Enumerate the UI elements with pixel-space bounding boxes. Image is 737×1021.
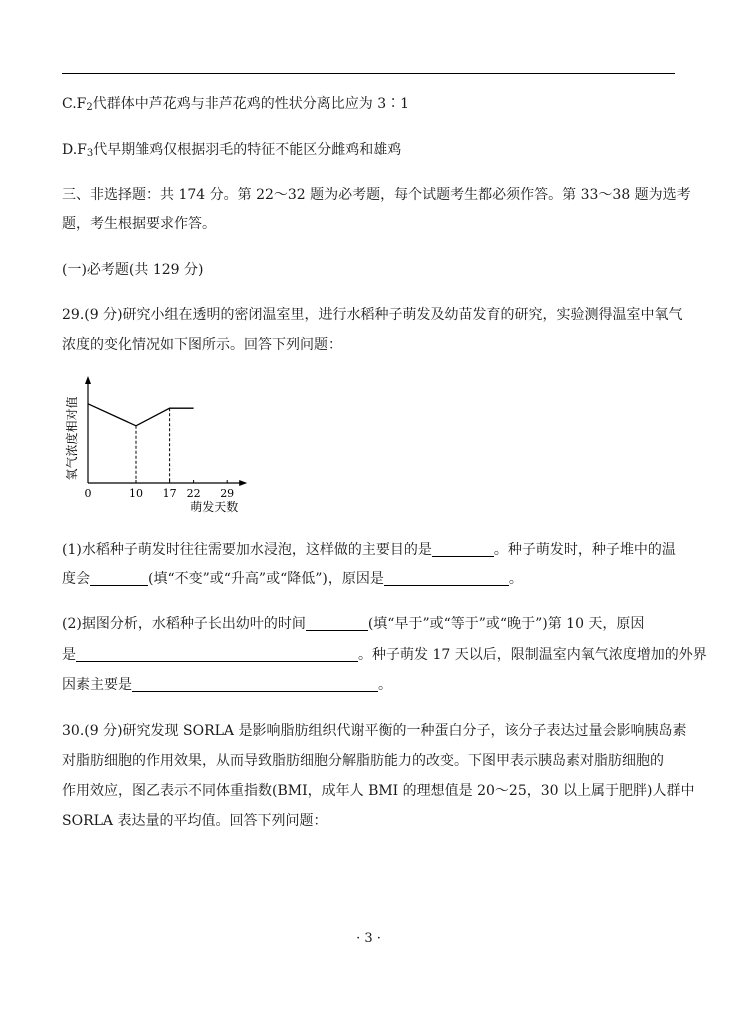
oxygen-chart (62, 374, 262, 524)
q30-stem-line-1: 30.(9 分)研究发现 SORLA 是影响脂肪组织代谢平衡的一种蛋白分子，该分子表达过量会影响胰岛素 (62, 723, 687, 739)
q30-stem-line-3: 作用效应，图乙表示不同体重指数(BMI，成年人 BMI 的理想值是 20～25，30 以上属于肥胖)人群中 (62, 783, 695, 799)
subsection-title: (一)必考题(共 129 分) (62, 262, 204, 278)
answer-blank[interactable] (90, 571, 148, 586)
x-axis-arrow (239, 480, 247, 486)
answer-blank[interactable] (132, 677, 378, 692)
answer-blank[interactable] (432, 542, 494, 557)
section-3-line-1: 三、非选择题：共 174 分。第 22～32 题为必考题，每个试题考生都必须作答。第 33～38 题为选考 (62, 187, 691, 203)
x-tick-label: 10 (129, 487, 143, 500)
x-axis-label: 萌发天数 (190, 500, 239, 514)
option-d: $D.F_3$代早期雏鸡仅根据羽毛的特征不能区分雌鸡和雄鸡 (62, 142, 402, 159)
header-rule (62, 73, 675, 74)
q29-part2-line-2: 是 。种子萌发 17 天以后，限制温室内氧气浓度增加的外界 (62, 647, 707, 663)
q30-stem-line-4: SORLA 表达量的平均值。回答下列问题： (62, 813, 328, 829)
x-tick-label: 17 (162, 487, 177, 500)
x-tick-label: 22 (186, 487, 201, 500)
x-tick-label: 29 (220, 487, 235, 500)
answer-blank[interactable] (76, 647, 358, 662)
q29-part2-line-3: 因素主要是 。 (62, 677, 392, 693)
answer-blank[interactable] (306, 616, 368, 631)
q30-stem-line-2: 对脂肪细胞的作用效果，从而导致脂肪细胞分解脂肪能力的改变。下图甲表示胰岛素对脂肪细胞的 (62, 753, 664, 769)
answer-blank[interactable] (384, 571, 509, 586)
q29-part1-line-2: 度会 (填“不变”或“升高”或“降低”)，原因是 。 (62, 571, 523, 587)
section-3-line-2: 题，考生根据要求作答。 (62, 216, 216, 232)
y-axis-label: 氧气浓度相对值 (65, 396, 79, 481)
series-line (88, 404, 194, 426)
y-axis-arrow (85, 376, 91, 384)
page-number: · 3 · (356, 931, 381, 946)
q29-part2-line-1: (2)据图分析，水稻种子长出幼叶的时间 (填“早于”或“等于”或“晚于”)第 10 天，原因 (62, 616, 645, 632)
q29-stem-line-1: 29.(9 分)研究小组在透明的密闭温室里，进行水稻种子萌发及幼苗发育的研究，实验测得温室中氧气 (62, 307, 683, 323)
q29-part1-line-1: (1)水稻种子萌发时往往需要加水浸泡，这样做的主要目的是 。种子萌发时，种子堆中的温 (62, 542, 676, 558)
q29-stem-line-2: 浓度的变化情况如下图所示。回答下列问题： (62, 337, 342, 353)
x-tick-label: 0 (84, 487, 92, 500)
option-c: $C.F_2$代群体中芦花鸡与非芦花鸡的性状分离比应为 3∶1 (62, 96, 410, 113)
